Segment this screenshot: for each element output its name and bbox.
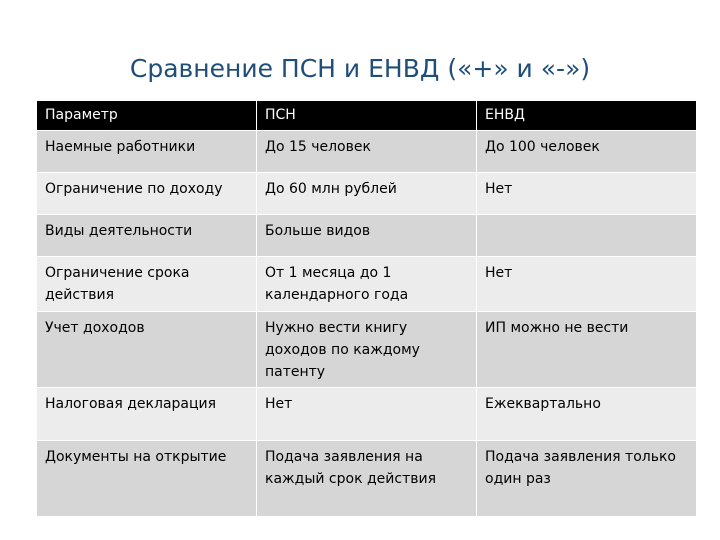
cell-psn: Нужно вести книгу доходов по каждому патенту bbox=[257, 312, 477, 388]
header-parameter: Параметр bbox=[37, 101, 257, 131]
cell-parameter: Виды деятельности bbox=[37, 215, 257, 257]
table-row bbox=[37, 388, 697, 441]
table-row bbox=[37, 257, 697, 312]
table-row bbox=[37, 173, 697, 215]
cell-parameter: Ограничение срока действия bbox=[37, 257, 257, 312]
table-row bbox=[37, 441, 697, 517]
cell-parameter: Налоговая декларация bbox=[37, 388, 257, 441]
cell-envd bbox=[477, 215, 697, 257]
header-envd: ЕНВД bbox=[477, 101, 697, 131]
cell-psn: Больше видов bbox=[257, 215, 477, 257]
comparison-table bbox=[36, 100, 697, 517]
cell-parameter: Наемные работники bbox=[37, 131, 257, 173]
cell-psn: До 60 млн рублей bbox=[257, 173, 477, 215]
cell-envd: ИП можно не вести bbox=[477, 312, 697, 388]
cell-envd: Подача заявления только один раз bbox=[477, 441, 697, 517]
cell-psn: Нет bbox=[257, 388, 477, 441]
cell-psn: Подача заявления на каждый срок действия bbox=[257, 441, 477, 517]
table-row bbox=[37, 131, 697, 173]
cell-parameter: Документы на открытие bbox=[37, 441, 257, 517]
page-title: Сравнение ПСН и ЕНВД («+» и «-») bbox=[129, 54, 591, 83]
cell-envd: До 100 человек bbox=[477, 131, 697, 173]
header-psn: ПСН bbox=[257, 101, 477, 131]
cell-envd: Нет bbox=[477, 173, 697, 215]
cell-envd: Ежеквартально bbox=[477, 388, 697, 441]
table-header-row bbox=[37, 101, 697, 131]
table-row bbox=[37, 312, 697, 388]
cell-psn: От 1 месяца до 1 календарного года bbox=[257, 257, 477, 312]
cell-parameter: Ограничение по доходу bbox=[37, 173, 257, 215]
cell-parameter: Учет доходов bbox=[37, 312, 257, 388]
cell-psn: До 15 человек bbox=[257, 131, 477, 173]
cell-envd: Нет bbox=[477, 257, 697, 312]
table-row bbox=[37, 215, 697, 257]
